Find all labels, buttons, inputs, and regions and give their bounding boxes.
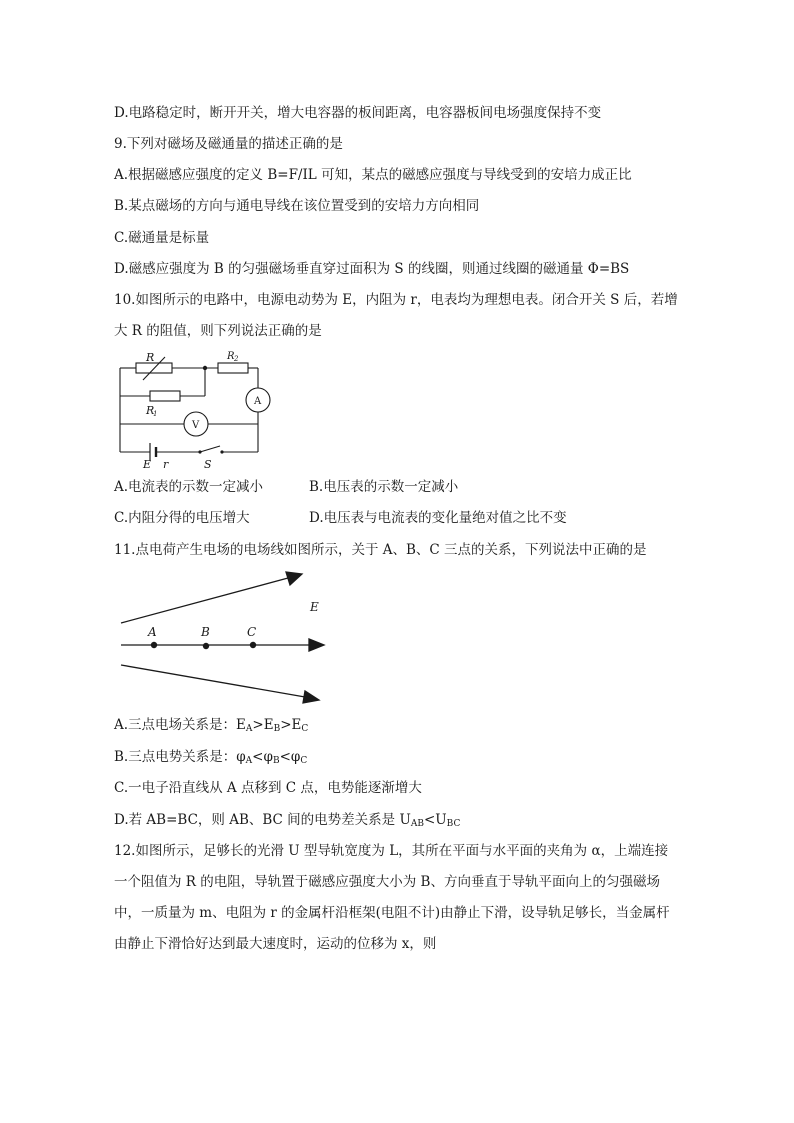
q11-option-c: C.一电子沿直线从 A 点移到 C 点，电势能逐渐增大 — [114, 780, 422, 796]
label-voltmeter: V — [192, 420, 200, 431]
label-c: C — [247, 625, 257, 639]
q12-stem-line3: 中，一质量为 m、电阻为 r 的金属杆沿框架(电阻不计)由静止下滑，设导轨足够长，当金属杆 — [114, 905, 670, 921]
q9-option-d: D.磁感应强度为 B 的匀强磁场垂直穿过面积为 S 的线圈，则通过线圈的磁通量 Φ=BS — [114, 261, 630, 277]
arrowhead-middle — [309, 639, 324, 651]
q10-stem-line2: 大 R 的阻值，则下列说法正确的是 — [114, 323, 322, 339]
arrowhead-bottom — [303, 691, 319, 703]
q10-option-b: B.电压表的示数一定减小 — [309, 479, 459, 495]
q9-option-a: A.根据磁感应强度的定义 B=F/IL 可知，某点的磁感应强度与导线受到的安培力成正比 — [114, 167, 632, 183]
q12-stem-line4: 由静止下滑恰好达到最大速度时，运动的位移为 x，则 — [114, 936, 437, 952]
label-a: A — [148, 625, 157, 639]
q12-stem-line2: 一个阻值为 R 的电阻，导轨置于磁感应强度大小为 B、方向垂直于导轨平面向上的匀强磁场 — [114, 874, 660, 890]
label-r1-sub: 1 — [153, 410, 158, 418]
label-r2: R — [227, 351, 235, 362]
q9-stem: 9.下列对磁场及磁通量的描述正确的是 — [114, 136, 343, 152]
label-r2-sub: 2 — [234, 355, 239, 363]
label-r: R — [146, 351, 155, 364]
label-ammeter: A — [254, 396, 262, 407]
q10-stem-line1: 10.如图所示的电路中，电源电动势为 E，内阻为 r，电表均为理想电表。闭合开关 S 后，若增 — [114, 292, 678, 308]
label-e: E — [143, 458, 152, 471]
q12-stem-line1: 12.如图所示，足够长的光滑 U 型导轨宽度为 L，其所在平面与水平面的夹角为 α，上端连接 — [114, 843, 669, 859]
arrowhead-top — [286, 572, 302, 585]
label-r1: R — [146, 404, 155, 417]
label-b: B — [201, 625, 210, 639]
point-c — [250, 642, 256, 648]
q10-option-c: C.内阻分得的电压增大 — [114, 510, 250, 526]
q10-option-a: A.电流表的示数一定减小 — [114, 479, 264, 495]
q9-option-c: C.磁通量是标量 — [114, 230, 210, 246]
point-b — [203, 643, 209, 649]
label-s: S — [204, 458, 212, 471]
q11-option-b: B.三点电势关系是：$\varphi_A<\varphi_B<\varphi_C$ — [114, 749, 308, 766]
label-r-internal: r — [163, 458, 169, 471]
q11-option-a: A.三点电场关系是：$E_A>E_B>E_C$ — [114, 717, 309, 734]
q8-option-d: D.电路稳定时，断开开关，增大电容器的板间距离，电容器板间电场强度保持不变 — [114, 105, 602, 121]
q11-option-d: D.若 AB=BC，则 AB、BC 间的电势差关系是 $U_{AB}<U_{BC}$ — [114, 812, 461, 829]
point-a — [151, 642, 157, 648]
q10-option-d: D.电压表与电流表的变化量绝对值之比不变 — [309, 510, 567, 526]
q11-stem: 11.点电荷产生电场的电场线如图所示，关于 A、B、C 三点的关系，下列说法中正确的是 — [114, 542, 647, 558]
q9-option-b: B.某点磁场的方向与通电导线在该位置受到的安培力方向相同 — [114, 198, 480, 214]
label-e-field: E — [310, 600, 319, 614]
